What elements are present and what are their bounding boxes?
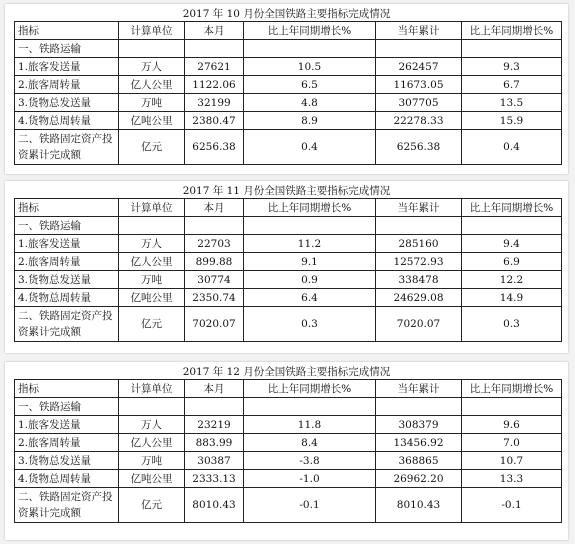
table-row [15,58,562,76]
ytd-growth-cell: 0.4 [462,130,562,165]
month-value-cell: 1122.06 [185,76,244,94]
indicator-cell: 4.货物总周转量 [15,289,119,307]
column-header: 计算单位 [119,380,185,398]
ytd-value-cell: 26962.20 [376,470,462,488]
column-header: 计算单位 [119,199,185,217]
column-header: 当年累计 [376,22,462,40]
month-value-cell: 22703 [185,235,244,253]
ytd-growth-cell: 13.3 [462,470,562,488]
indicator-table [14,379,562,523]
empty-cell [376,217,462,235]
unit-cell: 亿人公里 [119,253,185,271]
month-value-cell: 32199 [185,94,244,112]
ytd-value-cell: 12572.93 [376,253,462,271]
unit-cell: 万吨 [119,271,185,289]
month-value-cell: 883.99 [185,434,244,452]
indicator-table [14,198,562,342]
table-header-row [15,199,562,217]
unit-cell: 万吨 [119,452,185,470]
empty-cell [244,40,376,58]
indicator-table [14,21,562,165]
ytd-value-cell: 308379 [376,416,462,434]
unit-cell: 万吨 [119,94,185,112]
ytd-growth-cell: 13.5 [462,94,562,112]
unit-cell: 亿元 [119,307,185,342]
ytd-growth-cell: 6.9 [462,253,562,271]
ytd-growth-cell: 9.4 [462,235,562,253]
month-value-cell: 899.88 [185,253,244,271]
table-header-row [15,22,562,40]
month-growth-cell: 0.3 [244,307,376,342]
column-header: 当年累计 [376,380,462,398]
month-growth-cell: 6.5 [244,76,376,94]
ytd-growth-cell: 6.7 [462,76,562,94]
ytd-value-cell: 285160 [376,235,462,253]
month-value-cell: 6256.38 [185,130,244,165]
month-growth-cell: 4.8 [244,94,376,112]
month-value-cell: 8010.43 [185,488,244,523]
empty-cell [119,40,185,58]
indicator-cell: 2.旅客周转量 [15,76,119,94]
ytd-growth-cell: 9.3 [462,58,562,76]
table-row [15,112,562,130]
indicator-cell: 2.旅客周转量 [15,434,119,452]
section-label: 一、铁路运输 [15,40,119,58]
section-row [15,398,562,416]
month-growth-cell: 11.8 [244,416,376,434]
ytd-growth-cell: 7.0 [462,434,562,452]
month-value-cell: 2350.74 [185,289,244,307]
indicator-cell: 1.旅客发送量 [15,416,119,434]
column-header: 比上年同期增长% [462,380,562,398]
ytd-value-cell: 22278.33 [376,112,462,130]
column-header: 比上年同期增长% [244,22,376,40]
ytd-growth-cell: 10.7 [462,452,562,470]
month-growth-cell: 9.1 [244,253,376,271]
month-value-cell: 2380.47 [185,112,244,130]
indicator-cell: 3.货物总发送量 [15,271,119,289]
section-label: 一、铁路运输 [15,217,119,235]
indicator-cell: 3.货物总发送量 [15,452,119,470]
indicator-cell: 3.货物总发送量 [15,94,119,112]
ytd-value-cell: 262457 [376,58,462,76]
month-growth-cell: -0.1 [244,488,376,523]
table-row [15,271,562,289]
column-header: 比上年同期增长% [462,199,562,217]
empty-cell [119,217,185,235]
month-value-cell: 2333.13 [185,470,244,488]
unit-cell: 万人 [119,235,185,253]
month-growth-cell: 6.4 [244,289,376,307]
ytd-growth-cell: 9.6 [462,416,562,434]
ytd-value-cell: 8010.43 [376,488,462,523]
indicator-cell: 二、铁路固定资产投资累计完成额 [15,307,119,342]
month-growth-cell: 10.5 [244,58,376,76]
ytd-value-cell: 368865 [376,452,462,470]
empty-cell [244,217,376,235]
empty-cell [462,217,562,235]
section-row [15,217,562,235]
ytd-growth-cell: 14.9 [462,289,562,307]
month-growth-cell: -1.0 [244,470,376,488]
ytd-growth-cell: -0.1 [462,488,562,523]
table-header-row [15,380,562,398]
column-header: 本月 [185,22,244,40]
indicator-cell: 1.旅客发送量 [15,235,119,253]
table-row [15,434,562,452]
report-panel-october [5,4,568,174]
report-title: 2017 年 11 月份全国铁路主要指标完成情况 [182,185,391,197]
empty-cell [376,398,462,416]
unit-cell: 亿人公里 [119,76,185,94]
month-growth-cell: 0.9 [244,271,376,289]
unit-cell: 亿吨公里 [119,470,185,488]
indicator-cell: 4.货物总周转量 [15,470,119,488]
column-header: 计算单位 [119,22,185,40]
month-value-cell: 27621 [185,58,244,76]
column-header: 指标 [15,380,119,398]
empty-cell [376,40,462,58]
unit-cell: 万人 [119,58,185,76]
ytd-value-cell: 24629.08 [376,289,462,307]
month-value-cell: 30774 [185,271,244,289]
column-header: 指标 [15,22,119,40]
indicator-cell: 2.旅客周转量 [15,253,119,271]
ytd-growth-cell: 0.3 [462,307,562,342]
table-row [15,94,562,112]
table-row [15,470,562,488]
unit-cell: 亿人公里 [119,434,185,452]
ytd-value-cell: 7020.07 [376,307,462,342]
indicator-cell: 二、铁路固定资产投资累计完成额 [15,488,119,523]
month-value-cell: 23219 [185,416,244,434]
column-header: 本月 [185,199,244,217]
column-header: 当年累计 [376,199,462,217]
table-row [15,488,562,523]
table-row [15,76,562,94]
ytd-growth-cell: 12.2 [462,271,562,289]
month-growth-cell: 8.4 [244,434,376,452]
month-value-cell: 7020.07 [185,307,244,342]
ytd-growth-cell: 15.9 [462,112,562,130]
section-row [15,40,562,58]
month-value-cell: 30387 [185,452,244,470]
column-header: 指标 [15,199,119,217]
ytd-value-cell: 307705 [376,94,462,112]
table-row [15,452,562,470]
unit-cell: 亿元 [119,130,185,165]
empty-cell [185,217,244,235]
table-row [15,307,562,342]
unit-cell: 亿元 [119,488,185,523]
report-title: 2017 年 12 月份全国铁路主要指标完成情况 [182,366,391,378]
ytd-value-cell: 338478 [376,271,462,289]
indicator-cell: 二、铁路固定资产投资累计完成额 [15,130,119,165]
ytd-value-cell: 11673.05 [376,76,462,94]
ytd-value-cell: 13456.92 [376,434,462,452]
report-title: 2017 年 10 月份全国铁路主要指标完成情况 [182,8,391,20]
table-row [15,235,562,253]
empty-cell [244,398,376,416]
section-label: 一、铁路运输 [15,398,119,416]
month-growth-cell: 0.4 [244,130,376,165]
empty-cell [462,398,562,416]
unit-cell: 亿吨公里 [119,289,185,307]
empty-cell [119,398,185,416]
empty-cell [185,40,244,58]
indicator-cell: 4.货物总周转量 [15,112,119,130]
column-header: 本月 [185,380,244,398]
ytd-value-cell: 6256.38 [376,130,462,165]
column-header: 比上年同期增长% [244,199,376,217]
empty-cell [462,40,562,58]
unit-cell: 亿吨公里 [119,112,185,130]
column-header: 比上年同期增长% [244,380,376,398]
unit-cell: 万人 [119,416,185,434]
empty-cell [185,398,244,416]
report-panel-december [5,362,568,540]
month-growth-cell: 8.9 [244,112,376,130]
table-row [15,130,562,165]
report-panel-november [5,181,568,353]
month-growth-cell: 11.2 [244,235,376,253]
column-header: 比上年同期增长% [462,22,562,40]
month-growth-cell: -3.8 [244,452,376,470]
table-row [15,253,562,271]
table-row [15,289,562,307]
table-row [15,416,562,434]
indicator-cell: 1.旅客发送量 [15,58,119,76]
